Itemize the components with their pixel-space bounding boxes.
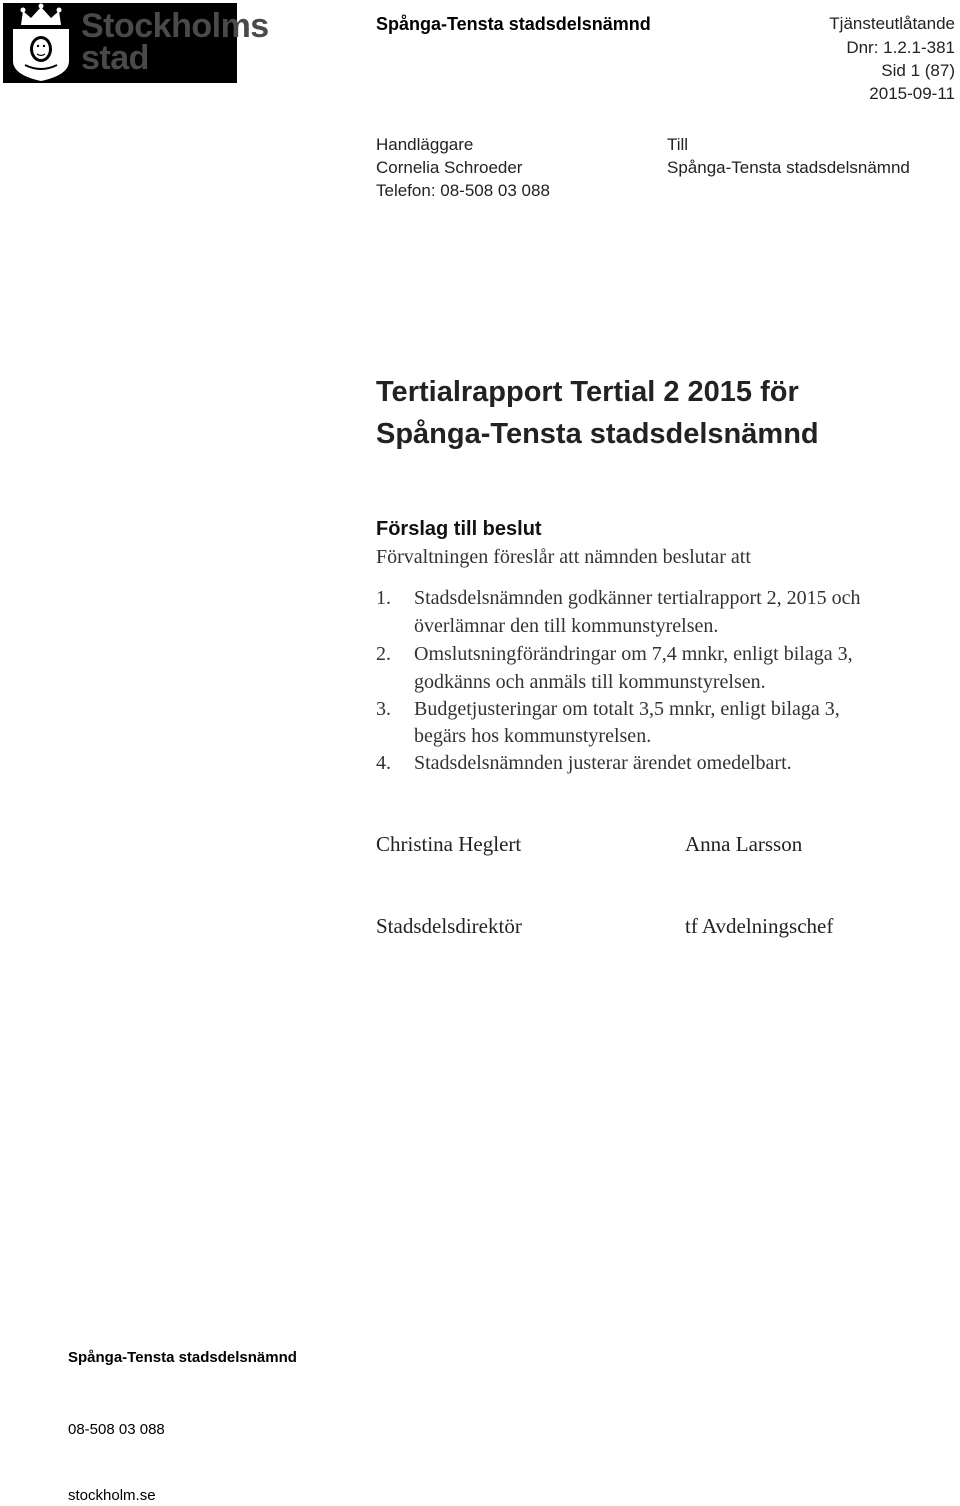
handler-label: Handläggare xyxy=(376,135,474,154)
proposal-item-1-number: 1. xyxy=(376,587,391,609)
proposal-item-3-number: 3. xyxy=(376,698,391,720)
stockholms-stad-logo xyxy=(3,3,269,83)
proposal-item-2-number: 2. xyxy=(376,643,391,665)
signatory-2-role: tf Avdelningschef xyxy=(685,914,834,938)
proposal-item-3-line1: Budgetjusteringar om totalt 3,5 mnkr, enligt bilaga 3, xyxy=(414,698,840,720)
proposal-heading: Förslag till beslut xyxy=(376,518,542,540)
footer-organization: Spånga-Tensta stadsdelsnämnd xyxy=(68,1349,297,1366)
recipient-name: Spånga-Tensta stadsdelsnämnd xyxy=(667,158,910,177)
proposal-lead: Förvaltningen föreslår att nämnden beslutar att xyxy=(376,546,751,568)
logo-wordmark-line2: stad xyxy=(81,39,149,77)
diary-number: Dnr: 1.2.1-381 xyxy=(846,38,955,57)
signatory-2-name: Anna Larsson xyxy=(685,832,803,856)
proposal-item-4-number: 4. xyxy=(376,752,391,774)
document-title-line2: Spånga-Tensta stadsdelsnämnd xyxy=(376,418,819,450)
page-number: Sid 1 (87) xyxy=(881,61,955,80)
signatory-1-role: Stadsdelsdirektör xyxy=(376,914,522,938)
signatory-1-name: Christina Heglert xyxy=(376,832,522,856)
document-date: 2015-09-11 xyxy=(869,84,955,103)
proposal-item-2-line1: Omslutsningförändringar om 7,4 mnkr, enligt bilaga 3, xyxy=(414,643,853,665)
proposal-item-1-line2: överlämnar den till kommunstyrelsen. xyxy=(414,615,719,637)
proposal-item-2-line2: godkänns och anmäls till kommunstyrelsen. xyxy=(414,671,766,693)
footer-website: stockholm.se xyxy=(68,1487,156,1504)
header-organization: Spånga-Tensta stadsdelsnämnd xyxy=(376,14,651,34)
document-title-line1: Tertialrapport Tertial 2 2015 för xyxy=(376,376,799,408)
saint-erik-crest-icon xyxy=(3,3,81,83)
document-type: Tjänsteutlåtande xyxy=(829,14,955,33)
handler-phone: Telefon: 08-508 03 088 xyxy=(376,181,550,200)
handler-name: Cornelia Schroeder xyxy=(376,158,523,177)
footer-phone: 08-508 03 088 xyxy=(68,1421,165,1438)
proposal-item-3-line2: begärs hos kommunstyrelsen. xyxy=(414,725,652,747)
proposal-item-4-line1: Stadsdelsnämnden justerar ärendet omedelbart. xyxy=(414,752,792,774)
proposal-item-1-line1: Stadsdelsnämnden godkänner tertialrapport 2, 2015 och xyxy=(414,587,861,609)
logo-wordmark-line1: Stockholms xyxy=(81,7,269,45)
recipient-label: Till xyxy=(667,135,689,154)
